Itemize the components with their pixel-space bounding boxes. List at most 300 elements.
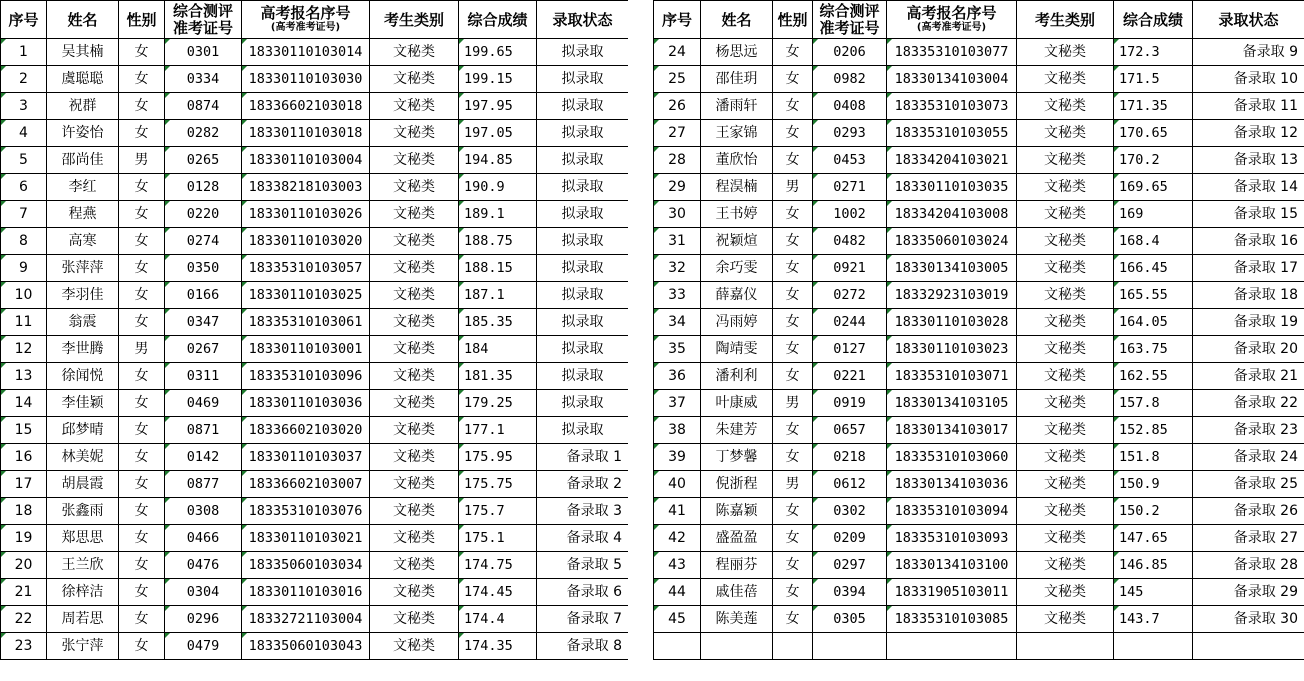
header-reg-line1: 高考报名序号: [906, 4, 997, 22]
cell-category: 文秘类: [370, 606, 459, 633]
cell-seq: 16: [1, 444, 47, 471]
cell-name: 张宁萍: [47, 633, 119, 660]
header-score: 综合成绩: [1114, 1, 1193, 39]
table-row: [1, 39, 629, 66]
cell-category: 文秘类: [1017, 417, 1114, 444]
cell-category: 文秘类: [1017, 471, 1114, 498]
cell-category: 文秘类: [1017, 147, 1114, 174]
left-sheet: [0, 0, 628, 660]
cell-eval-id: 0476: [165, 552, 242, 579]
cell-name: 程淏楠: [701, 174, 773, 201]
cell-score: 185.35: [459, 309, 537, 336]
empty-cell: [654, 633, 701, 660]
cell-score: 163.75: [1114, 336, 1193, 363]
table-row: [1, 390, 629, 417]
cell-seq: 31: [654, 228, 701, 255]
cell-status: 拟录取: [537, 147, 629, 174]
cell-seq: 8: [1, 228, 47, 255]
cell-eval-id: 0128: [165, 174, 242, 201]
cell-eval-id: 0282: [165, 120, 242, 147]
cell-category: 文秘类: [1017, 228, 1114, 255]
cell-name: 徐闻悦: [47, 363, 119, 390]
cell-seq: 45: [654, 606, 701, 633]
sheet-gap: [628, 0, 653, 681]
cell-status: 备录取 9: [1193, 39, 1304, 66]
cell-status: 拟录取: [537, 417, 629, 444]
cell-reg-id: 18335310103094: [887, 498, 1017, 525]
cell-status: 备录取 5: [537, 552, 629, 579]
header-eval-line1: 综合测评: [819, 1, 880, 20]
table-row: [1, 498, 629, 525]
cell-eval-id: 0982: [813, 66, 887, 93]
cell-seq: 40: [654, 471, 701, 498]
cell-reg-id: 18335060103024: [887, 228, 1017, 255]
header-seq: 序号: [654, 1, 701, 39]
header-category: 考生类别: [1017, 1, 1114, 39]
admission-table-left: [0, 0, 629, 660]
cell-seq: 36: [654, 363, 701, 390]
cell-eval-id: 0350: [165, 255, 242, 282]
cell-seq: 30: [654, 201, 701, 228]
cell-seq: 21: [1, 579, 47, 606]
table-row: [654, 471, 1304, 498]
table-row: [654, 444, 1304, 471]
table-row: [1, 444, 629, 471]
cell-gender: 女: [773, 66, 813, 93]
cell-seq: 15: [1, 417, 47, 444]
cell-eval-id: 0334: [165, 66, 242, 93]
cell-eval-id: 0218: [813, 444, 887, 471]
cell-gender: 女: [773, 579, 813, 606]
cell-gender: 女: [773, 39, 813, 66]
cell-eval-id: 0127: [813, 336, 887, 363]
cell-seq: 42: [654, 525, 701, 552]
cell-score: 162.55: [1114, 363, 1193, 390]
empty-cell: [887, 633, 1017, 660]
cell-eval-id: 0297: [813, 552, 887, 579]
table-row: [654, 66, 1304, 93]
cell-name: 邵尚佳: [47, 147, 119, 174]
cell-score: 175.7: [459, 498, 537, 525]
cell-reg-id: 18330110103035: [887, 174, 1017, 201]
cell-seq: 35: [654, 336, 701, 363]
cell-name: 张萍萍: [47, 255, 119, 282]
cell-name: 倪浙程: [701, 471, 773, 498]
cell-gender: 女: [119, 120, 165, 147]
header-row: [654, 1, 1304, 39]
cell-eval-id: 0394: [813, 579, 887, 606]
cell-status: 拟录取: [537, 120, 629, 147]
cell-reg-id: 18335060103043: [242, 633, 370, 660]
cell-reg-id: 18335310103073: [887, 93, 1017, 120]
cell-status: 备录取 28: [1193, 552, 1304, 579]
cell-status: 备录取 20: [1193, 336, 1304, 363]
cell-gender: 女: [119, 552, 165, 579]
cell-gender: 女: [119, 363, 165, 390]
cell-gender: 女: [119, 417, 165, 444]
cell-reg-id: 18330134103017: [887, 417, 1017, 444]
cell-category: 文秘类: [1017, 390, 1114, 417]
header-reg-id: [242, 1, 370, 39]
cell-score: 146.85: [1114, 552, 1193, 579]
cell-eval-id: 0293: [813, 120, 887, 147]
cell-eval-id: 0469: [165, 390, 242, 417]
cell-seq: 9: [1, 255, 47, 282]
cell-name: 邱梦晴: [47, 417, 119, 444]
cell-score: 145: [1114, 579, 1193, 606]
cell-gender: 女: [773, 93, 813, 120]
cell-gender: 女: [119, 66, 165, 93]
cell-category: 文秘类: [370, 552, 459, 579]
cell-category: 文秘类: [1017, 93, 1114, 120]
cell-seq: 10: [1, 282, 47, 309]
cell-gender: 男: [773, 390, 813, 417]
cell-category: 文秘类: [1017, 606, 1114, 633]
table-row: [654, 336, 1304, 363]
cell-score: 174.75: [459, 552, 537, 579]
cell-gender: 男: [773, 471, 813, 498]
cell-seq: 32: [654, 255, 701, 282]
table-row: [1, 201, 629, 228]
cell-category: 文秘类: [1017, 39, 1114, 66]
header-reg-sub: (高考准考证号): [916, 22, 987, 33]
cell-score: 171.5: [1114, 66, 1193, 93]
cell-eval-id: 0206: [813, 39, 887, 66]
cell-status: 拟录取: [537, 282, 629, 309]
cell-gender: 女: [773, 417, 813, 444]
cell-reg-id: 18330110103014: [242, 39, 370, 66]
cell-seq: 18: [1, 498, 47, 525]
cell-gender: 女: [773, 336, 813, 363]
header-row: [1, 1, 629, 39]
cell-status: 备录取 7: [537, 606, 629, 633]
cell-eval-id: 0311: [165, 363, 242, 390]
cell-eval-id: 0274: [165, 228, 242, 255]
cell-gender: 女: [119, 201, 165, 228]
table-row: [1, 552, 629, 579]
cell-reg-id: 18335310103071: [887, 363, 1017, 390]
cell-seq: 5: [1, 147, 47, 174]
cell-name: 高寒: [47, 228, 119, 255]
cell-category: 文秘类: [1017, 525, 1114, 552]
cell-seq: 12: [1, 336, 47, 363]
cell-score: 152.85: [1114, 417, 1193, 444]
cell-status: 备录取 8: [537, 633, 629, 660]
cell-seq: 23: [1, 633, 47, 660]
cell-gender: 男: [773, 174, 813, 201]
cell-category: 文秘类: [370, 525, 459, 552]
cell-gender: 女: [773, 282, 813, 309]
right-sheet: [653, 0, 1304, 660]
table-row: [1, 120, 629, 147]
cell-gender: 女: [773, 363, 813, 390]
cell-category: 文秘类: [1017, 201, 1114, 228]
table-row: [1, 282, 629, 309]
cell-seq: 14: [1, 390, 47, 417]
cell-status: 备录取 29: [1193, 579, 1304, 606]
cell-reg-id: 18330110103021: [242, 525, 370, 552]
cell-reg-id: 18330134103036: [887, 471, 1017, 498]
cell-category: 文秘类: [1017, 498, 1114, 525]
table-row: [654, 363, 1304, 390]
cell-score: 194.85: [459, 147, 537, 174]
cell-eval-id: 0874: [165, 93, 242, 120]
cell-name: 董欣怡: [701, 147, 773, 174]
header-reg-sub: (高考准考证号): [270, 22, 341, 33]
cell-score: 174.4: [459, 606, 537, 633]
cell-reg-id: 18330110103037: [242, 444, 370, 471]
table-row: [654, 309, 1304, 336]
cell-reg-id: 18335310103055: [887, 120, 1017, 147]
cell-status: 备录取 22: [1193, 390, 1304, 417]
cell-seq: 2: [1, 66, 47, 93]
cell-eval-id: 0308: [165, 498, 242, 525]
cell-score: 199.15: [459, 66, 537, 93]
cell-status: 备录取 24: [1193, 444, 1304, 471]
cell-score: 175.1: [459, 525, 537, 552]
cell-name: 李佳颖: [47, 390, 119, 417]
cell-eval-id: 0466: [165, 525, 242, 552]
empty-row: [654, 633, 1304, 660]
cell-status: 备录取 6: [537, 579, 629, 606]
cell-name: 陈美莲: [701, 606, 773, 633]
cell-status: 备录取 11: [1193, 93, 1304, 120]
cell-eval-id: 0482: [813, 228, 887, 255]
cell-category: 文秘类: [370, 471, 459, 498]
cell-category: 文秘类: [1017, 444, 1114, 471]
table-row: [654, 255, 1304, 282]
cell-category: 文秘类: [1017, 282, 1114, 309]
cell-seq: 3: [1, 93, 47, 120]
cell-category: 文秘类: [370, 633, 459, 660]
cell-eval-id: 0272: [813, 282, 887, 309]
cell-name: 陶靖雯: [701, 336, 773, 363]
cell-gender: 女: [119, 579, 165, 606]
cell-eval-id: 1002: [813, 201, 887, 228]
cell-seq: 22: [1, 606, 47, 633]
cell-seq: 6: [1, 174, 47, 201]
table-row: [654, 93, 1304, 120]
cell-seq: 38: [654, 417, 701, 444]
cell-gender: 女: [119, 471, 165, 498]
cell-eval-id: 0347: [165, 309, 242, 336]
cell-gender: 女: [119, 228, 165, 255]
table-row: [654, 228, 1304, 255]
cell-reg-id: 18330110103020: [242, 228, 370, 255]
cell-name: 冯雨婷: [701, 309, 773, 336]
cell-reg-id: 18335310103057: [242, 255, 370, 282]
cell-eval-id: 0877: [165, 471, 242, 498]
cell-name: 邵佳玥: [701, 66, 773, 93]
cell-category: 文秘类: [1017, 552, 1114, 579]
header-reg-id: [887, 1, 1017, 39]
cell-seq: 44: [654, 579, 701, 606]
table-row: [654, 201, 1304, 228]
cell-eval-id: 0408: [813, 93, 887, 120]
cell-status: 拟录取: [537, 309, 629, 336]
cell-score: 174.45: [459, 579, 537, 606]
cell-eval-id: 0304: [165, 579, 242, 606]
cell-eval-id: 0657: [813, 417, 887, 444]
cell-score: 172.3: [1114, 39, 1193, 66]
admission-table-right: [653, 0, 1304, 660]
cell-reg-id: 18336602103007: [242, 471, 370, 498]
cell-score: 190.9: [459, 174, 537, 201]
cell-eval-id: 0221: [813, 363, 887, 390]
cell-category: 文秘类: [370, 282, 459, 309]
cell-name: 王兰欣: [47, 552, 119, 579]
cell-category: 文秘类: [370, 363, 459, 390]
cell-seq: 11: [1, 309, 47, 336]
cell-name: 祝颖煊: [701, 228, 773, 255]
cell-seq: 13: [1, 363, 47, 390]
cell-gender: 男: [119, 336, 165, 363]
cell-eval-id: 0871: [165, 417, 242, 444]
table-row: [1, 336, 629, 363]
header-seq: 序号: [1, 1, 47, 39]
cell-gender: 女: [773, 498, 813, 525]
cell-name: 李羽佳: [47, 282, 119, 309]
cell-gender: 女: [773, 255, 813, 282]
cell-seq: 34: [654, 309, 701, 336]
cell-score: 170.2: [1114, 147, 1193, 174]
cell-category: 文秘类: [1017, 579, 1114, 606]
cell-name: 虞聪聪: [47, 66, 119, 93]
cell-category: 文秘类: [370, 66, 459, 93]
cell-name: 郑思思: [47, 525, 119, 552]
cell-name: 吴其楠: [47, 39, 119, 66]
table-row: [654, 39, 1304, 66]
cell-gender: 女: [773, 201, 813, 228]
cell-category: 文秘类: [370, 93, 459, 120]
cell-score: 175.95: [459, 444, 537, 471]
cell-reg-id: 18335310103076: [242, 498, 370, 525]
empty-cell: [813, 633, 887, 660]
table-row: [654, 174, 1304, 201]
cell-category: 文秘类: [1017, 120, 1114, 147]
cell-name: 叶康威: [701, 390, 773, 417]
table-row: [1, 606, 629, 633]
header-reg-line1: 高考报名序号: [260, 4, 351, 22]
cell-category: 文秘类: [370, 255, 459, 282]
cell-eval-id: 0302: [813, 498, 887, 525]
cell-reg-id: 18330110103001: [242, 336, 370, 363]
cell-score: 165.55: [1114, 282, 1193, 309]
table-row: [1, 147, 629, 174]
table-row: [1, 93, 629, 120]
empty-cell: [1017, 633, 1114, 660]
cell-score: 179.25: [459, 390, 537, 417]
cell-score: 197.05: [459, 120, 537, 147]
cell-name: 王家锦: [701, 120, 773, 147]
cell-seq: 4: [1, 120, 47, 147]
cell-reg-id: 18330134103105: [887, 390, 1017, 417]
cell-reg-id: 18338218103003: [242, 174, 370, 201]
cell-eval-id: 0265: [165, 147, 242, 174]
header-gender: 性别: [773, 1, 813, 39]
cell-gender: 女: [119, 525, 165, 552]
cell-gender: 女: [119, 309, 165, 336]
cell-category: 文秘类: [370, 579, 459, 606]
cell-reg-id: 18335310103085: [887, 606, 1017, 633]
cell-status: 备录取 10: [1193, 66, 1304, 93]
cell-seq: 20: [1, 552, 47, 579]
header-name: 姓名: [701, 1, 773, 39]
cell-status: 拟录取: [537, 39, 629, 66]
cell-gender: 女: [119, 606, 165, 633]
cell-reg-id: 18335310103077: [887, 39, 1017, 66]
cell-reg-id: 18335310103096: [242, 363, 370, 390]
cell-reg-id: 18330134103100: [887, 552, 1017, 579]
header-eval-id: [165, 1, 242, 39]
table-row: [1, 66, 629, 93]
cell-score: 184: [459, 336, 537, 363]
cell-reg-id: 18330110103016: [242, 579, 370, 606]
table-body-left: [1, 39, 629, 660]
cell-reg-id: 18330110103026: [242, 201, 370, 228]
cell-seq: 19: [1, 525, 47, 552]
cell-category: 文秘类: [370, 174, 459, 201]
cell-gender: 女: [119, 498, 165, 525]
cell-score: 171.35: [1114, 93, 1193, 120]
table-row: [1, 255, 629, 282]
cell-score: 166.45: [1114, 255, 1193, 282]
cell-seq: 17: [1, 471, 47, 498]
cell-gender: 女: [773, 552, 813, 579]
table-row: [654, 282, 1304, 309]
cell-reg-id: 18335060103034: [242, 552, 370, 579]
cell-score: 150.2: [1114, 498, 1193, 525]
cell-eval-id: 0271: [813, 174, 887, 201]
cell-name: 余巧雯: [701, 255, 773, 282]
cell-seq: 25: [654, 66, 701, 93]
cell-score: 175.75: [459, 471, 537, 498]
cell-seq: 37: [654, 390, 701, 417]
cell-score: 188.15: [459, 255, 537, 282]
cell-score: 168.4: [1114, 228, 1193, 255]
empty-cell: [773, 633, 813, 660]
cell-category: 文秘类: [1017, 363, 1114, 390]
cell-status: 备录取 14: [1193, 174, 1304, 201]
cell-status: 备录取 23: [1193, 417, 1304, 444]
cell-eval-id: 0166: [165, 282, 242, 309]
cell-score: 143.7: [1114, 606, 1193, 633]
cell-name: 潘利利: [701, 363, 773, 390]
cell-score: 187.1: [459, 282, 537, 309]
table-row: [654, 498, 1304, 525]
cell-reg-id: 18330110103025: [242, 282, 370, 309]
cell-gender: 女: [773, 309, 813, 336]
cell-gender: 女: [773, 525, 813, 552]
cell-score: 188.75: [459, 228, 537, 255]
empty-cell: [1193, 633, 1304, 660]
cell-eval-id: 0305: [813, 606, 887, 633]
cell-status: 拟录取: [537, 255, 629, 282]
cell-category: 文秘类: [1017, 174, 1114, 201]
cell-score: 177.1: [459, 417, 537, 444]
cell-name: 李世腾: [47, 336, 119, 363]
header-eval-line2: 准考证号: [819, 18, 880, 37]
cell-gender: 女: [119, 633, 165, 660]
cell-status: 备录取 27: [1193, 525, 1304, 552]
cell-reg-id: 18332923103019: [887, 282, 1017, 309]
cell-category: 文秘类: [370, 120, 459, 147]
cell-category: 文秘类: [1017, 255, 1114, 282]
cell-name: 张鑫雨: [47, 498, 119, 525]
cell-reg-id: 18334204103008: [887, 201, 1017, 228]
cell-eval-id: 0921: [813, 255, 887, 282]
cell-seq: 33: [654, 282, 701, 309]
